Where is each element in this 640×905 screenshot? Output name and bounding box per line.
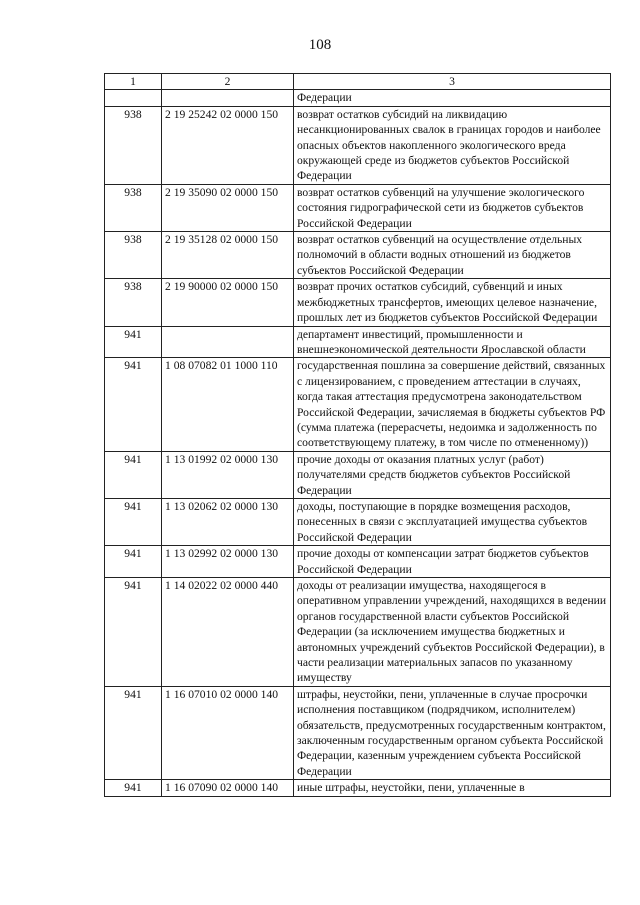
budget-code-cell: 1 13 02992 02 0000 130 (162, 546, 294, 578)
admin-code-cell: 938 (105, 279, 162, 326)
budget-code-cell: 1 16 07090 02 0000 140 (162, 780, 294, 796)
column-header-2: 2 (162, 74, 294, 90)
table-header-row (105, 74, 611, 90)
admin-code-cell: 941 (105, 546, 162, 578)
budget-code-cell: 1 13 01992 02 0000 130 (162, 451, 294, 498)
admin-code-cell: 938 (105, 106, 162, 184)
admin-code-cell: 941 (105, 451, 162, 498)
admin-code-cell: 941 (105, 780, 162, 796)
income-name-cell: департамент инвестиций, промышленности и внешнеэкономической деятельности Ярославской области (294, 326, 611, 358)
budget-code-cell: 2 19 25242 02 0000 150 (162, 106, 294, 184)
income-name-cell: доходы, поступающие в порядке возмещения расходов, понесенных в связи с эксплуатацией имущества субъектов Российской Федерации (294, 498, 611, 545)
budget-code-cell: 2 19 90000 02 0000 150 (162, 279, 294, 326)
table-row (105, 578, 611, 687)
budget-code-cell (162, 90, 294, 106)
budget-code-cell: 2 19 35090 02 0000 150 (162, 184, 294, 231)
income-name-cell: возврат остатков субсидий на ликвидацию несанкционированных свалок в границах городов и наиболее опасных объектов накопленного экологического вреда окружающей среде из бюджетов субъектов Российской Федерации (294, 106, 611, 184)
table-row (105, 106, 611, 184)
budget-code-cell: 1 13 02062 02 0000 130 (162, 498, 294, 545)
table-row (105, 498, 611, 545)
budget-code-cell: 1 08 07082 01 1000 110 (162, 358, 294, 451)
table-row (105, 232, 611, 279)
income-name-cell: Федерации (294, 90, 611, 106)
budget-code-cell: 2 19 35128 02 0000 150 (162, 232, 294, 279)
table-row (105, 279, 611, 326)
table-row (105, 546, 611, 578)
admin-code-cell: 938 (105, 184, 162, 231)
admin-code-cell: 941 (105, 578, 162, 687)
admin-code-cell: 941 (105, 686, 162, 779)
page-number: 108 (308, 37, 332, 53)
income-name-cell: возврат остатков субвенций на улучшение экологического состояния гидрографической сети из бюджетов субъектов Российской Федерации (294, 184, 611, 231)
admin-code-cell: 941 (105, 498, 162, 545)
table-row (105, 326, 611, 358)
admin-code-cell: 941 (105, 358, 162, 451)
admin-code-cell: 938 (105, 232, 162, 279)
income-name-cell: государственная пошлина за совершение действий, связанных с лицензированием, с проведением аттестации в случаях, когда такая аттестация предусмотрена законодательством Российской Федерации, зачисляемая в бюджеты субъектов РФ (сумма платежа (перерасчеты, недоимка и задолженность по соответствующему платежу, в том числе по отмененному)) (294, 358, 611, 451)
table-row (105, 358, 611, 451)
table-row (105, 686, 611, 779)
revenue-classification-table (104, 73, 611, 797)
column-header-3: 3 (294, 74, 611, 90)
income-name-cell: прочие доходы от оказания платных услуг (работ) получателями средств бюджетов субъектов Российской Федерации (294, 451, 611, 498)
income-name-cell: доходы от реализации имущества, находящегося в оперативном управлении учреждений, находящихся в ведении органов государственной власти субъектов Российской Федерации (за исключением имущества бюджетных и автономных учреждений субъектов Российской Федерации), в части реализации материальных запасов по указанному имуществу (294, 578, 611, 687)
budget-code-cell: 1 14 02022 02 0000 440 (162, 578, 294, 687)
table-row (105, 451, 611, 498)
income-name-cell: прочие доходы от компенсации затрат бюджетов субъектов Российской Федерации (294, 546, 611, 578)
income-name-cell: иные штрафы, неустойки, пени, уплаченные в (294, 780, 611, 796)
income-name-cell: штрафы, неустойки, пени, уплаченные в случае просрочки исполнения поставщиком (подрядчиком, исполнителем) обязательств, предусмотренных государственным контрактом, заключенным государственным органом субъекта Российской Федерации, казенным учреждением субъекта Российской Федерации (294, 686, 611, 779)
table-row (105, 184, 611, 231)
budget-code-cell (162, 326, 294, 358)
budget-code-cell: 1 16 07010 02 0000 140 (162, 686, 294, 779)
admin-code-cell (105, 90, 162, 106)
column-header-1: 1 (105, 74, 162, 90)
admin-code-cell: 941 (105, 326, 162, 358)
income-name-cell: возврат прочих остатков субсидий, субвенций и иных межбюджетных трансфертов, имеющих целевое назначение, прошлых лет из бюджетов субъектов Российской Федерации (294, 279, 611, 326)
income-name-cell: возврат остатков субвенций на осуществление отдельных полномочий в области водных отношений из бюджетов субъектов Российской Федерации (294, 232, 611, 279)
table-row (105, 780, 611, 796)
table-row (105, 90, 611, 106)
